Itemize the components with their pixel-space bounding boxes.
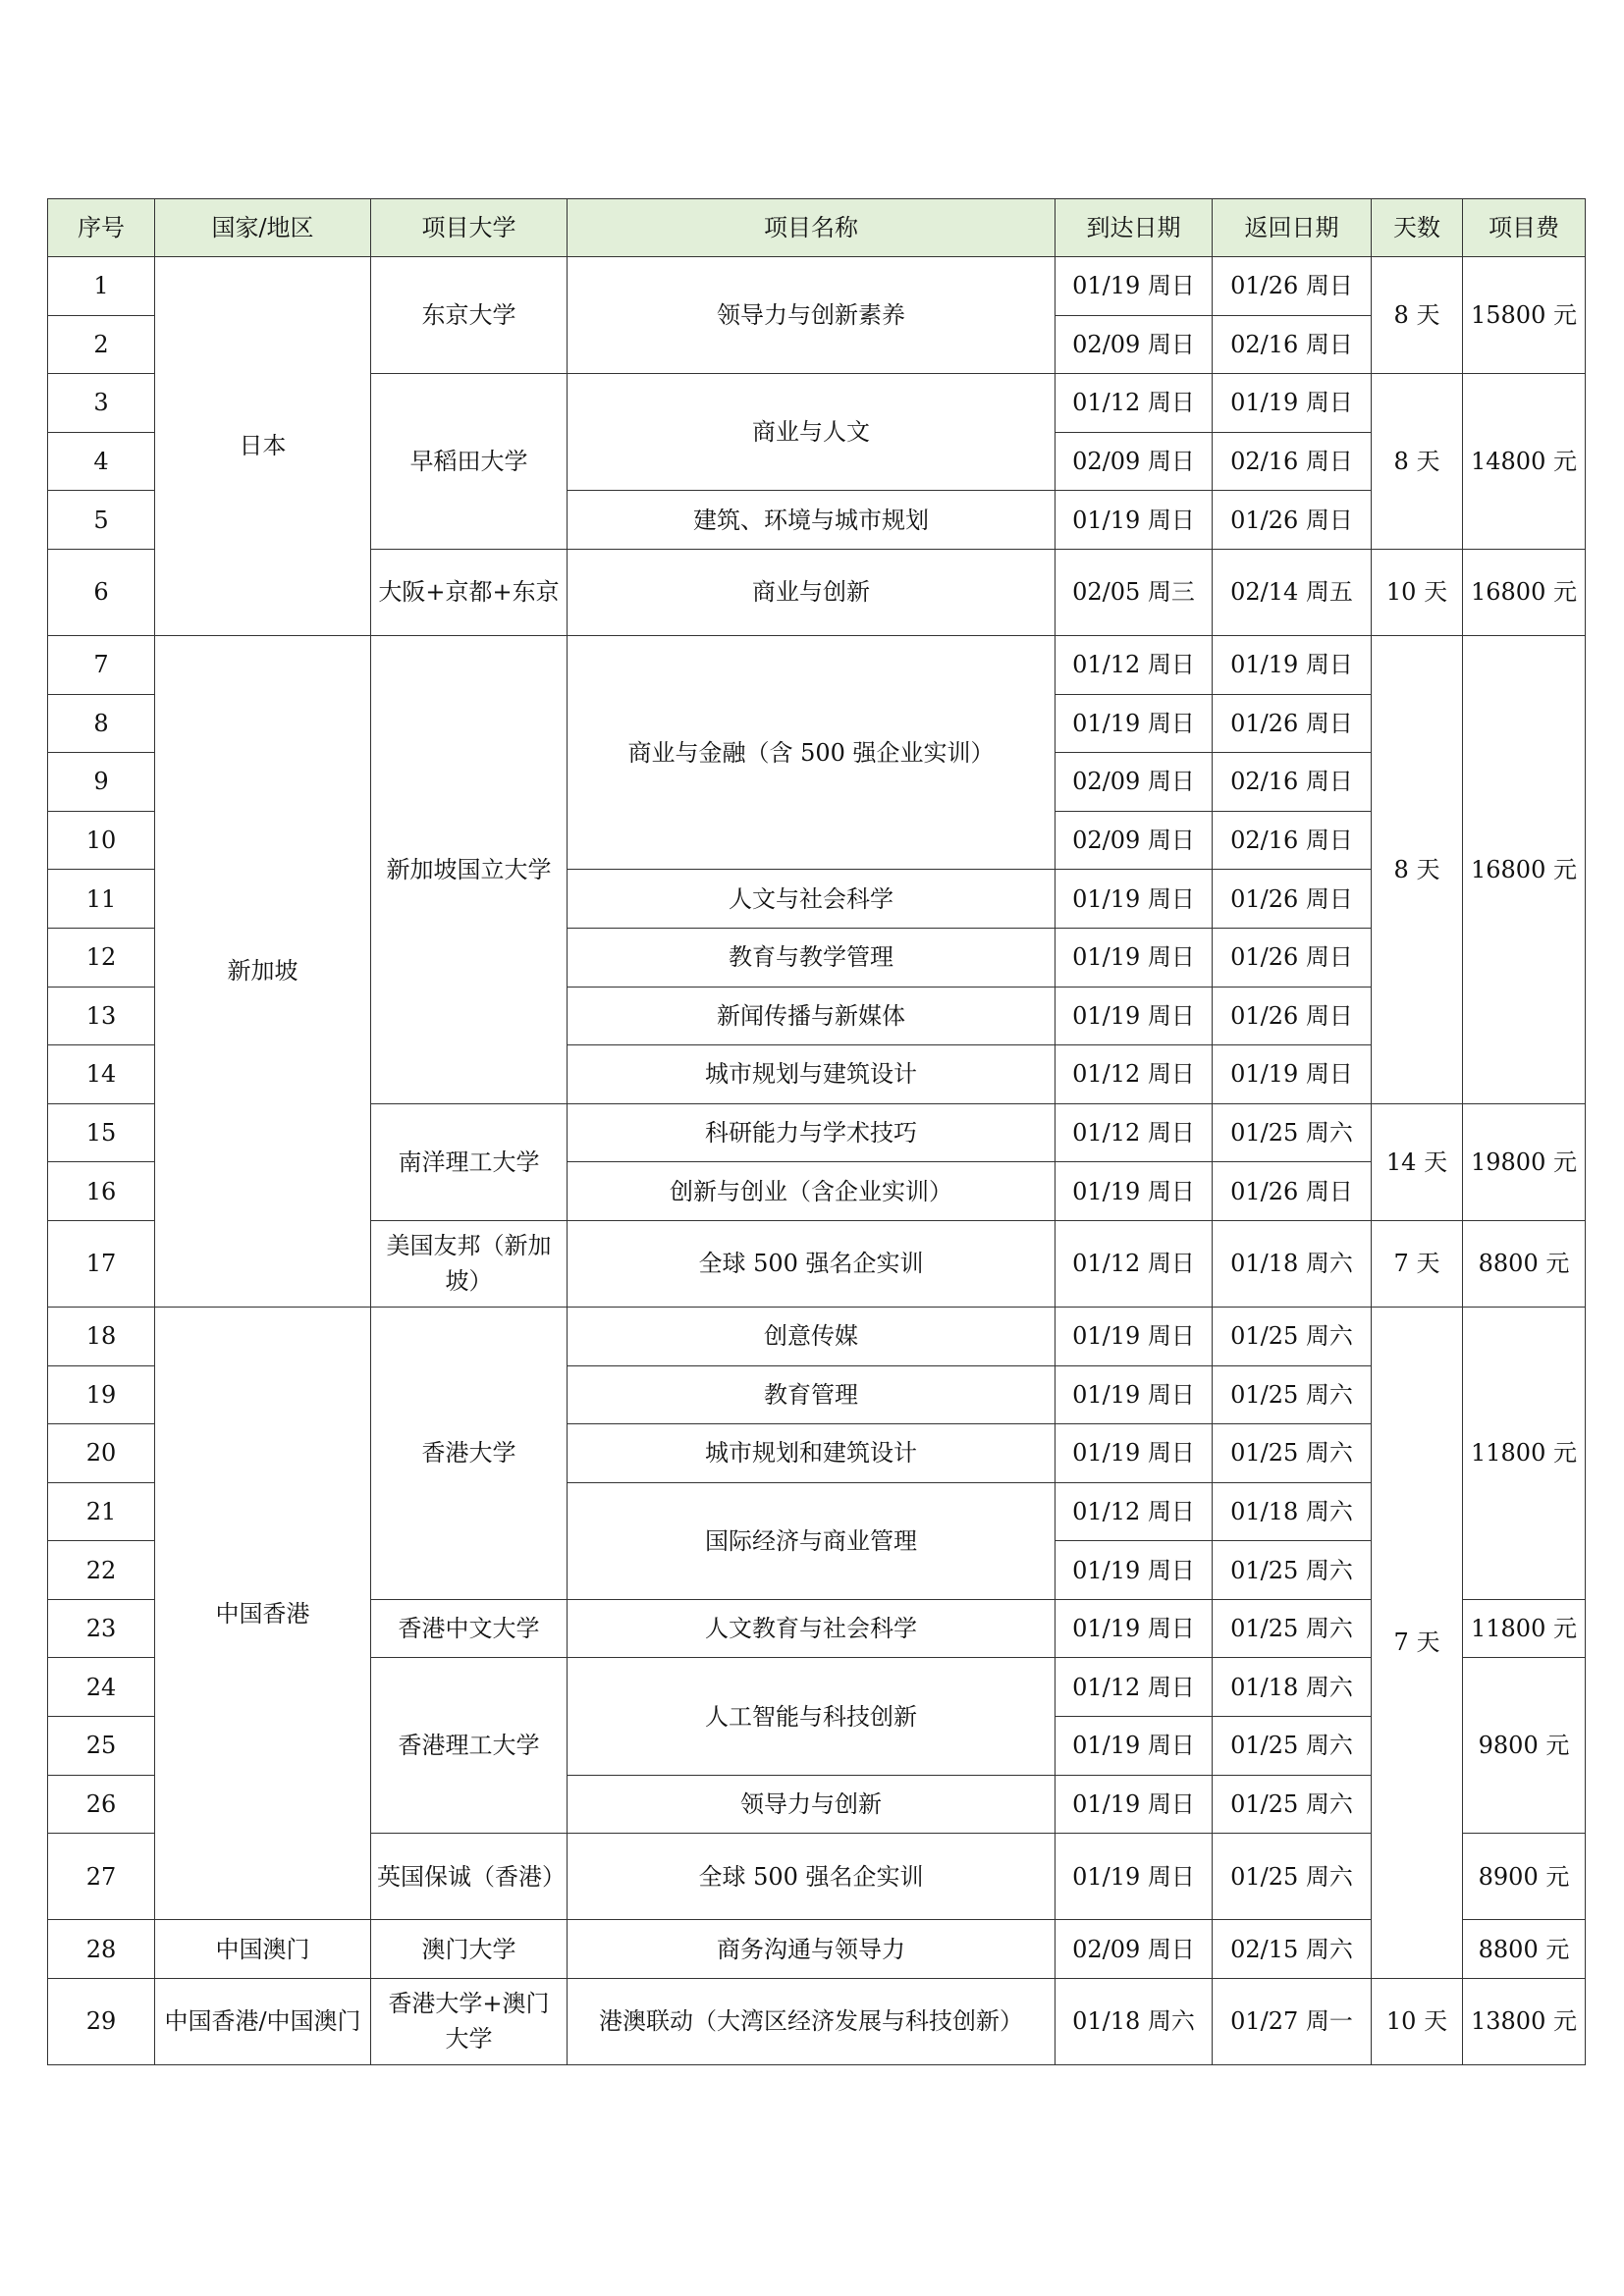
arrive-date: 01/19 周日 [1056, 257, 1213, 316]
return-date: 02/15 周六 [1213, 1920, 1372, 1979]
arrive-date: 01/19 周日 [1056, 870, 1213, 929]
row-number: 29 [48, 1978, 155, 2064]
row-number: 13 [48, 987, 155, 1045]
row-number: 14 [48, 1045, 155, 1104]
row-number: 7 [48, 635, 155, 694]
university-cell: 早稻田大学 [371, 374, 568, 550]
region-cell: 日本 [155, 257, 371, 636]
program-cell: 教育管理 [568, 1365, 1056, 1424]
program-cell: 城市规划与建筑设计 [568, 1045, 1056, 1104]
row-number: 18 [48, 1307, 155, 1365]
row-number: 17 [48, 1220, 155, 1307]
row-number: 4 [48, 432, 155, 491]
return-date: 01/25 周六 [1213, 1424, 1372, 1483]
return-date: 01/25 周六 [1213, 1775, 1372, 1834]
university-cell: 澳门大学 [371, 1920, 568, 1979]
row-number: 26 [48, 1775, 155, 1834]
header-cell: 国家/地区 [155, 199, 371, 257]
header-cell: 返回日期 [1213, 199, 1372, 257]
program-cell: 全球 500 强名企实训 [568, 1220, 1056, 1307]
fee-cell: 15800 元 [1463, 257, 1586, 374]
days-cell: 7 天 [1372, 1307, 1463, 1978]
header-cell: 项目费 [1463, 199, 1586, 257]
program-cell: 领导力与创新 [568, 1775, 1056, 1834]
arrive-date: 02/09 周日 [1056, 753, 1213, 812]
table-row [48, 635, 1586, 694]
return-date: 01/25 周六 [1213, 1541, 1372, 1600]
fee-cell: 11800 元 [1463, 1599, 1586, 1658]
days-cell: 14 天 [1372, 1103, 1463, 1220]
return-date: 01/26 周日 [1213, 928, 1372, 987]
header-cell: 序号 [48, 199, 155, 257]
return-date: 01/25 周六 [1213, 1307, 1372, 1365]
header-cell: 项目大学 [371, 199, 568, 257]
fee-cell: 8900 元 [1463, 1834, 1586, 1920]
days-cell: 8 天 [1372, 635, 1463, 1103]
program-table [47, 198, 1586, 2065]
return-date: 01/26 周日 [1213, 987, 1372, 1045]
arrive-date: 01/19 周日 [1056, 1834, 1213, 1920]
days-cell: 10 天 [1372, 1978, 1463, 2064]
arrive-date: 01/19 周日 [1056, 1775, 1213, 1834]
program-cell: 港澳联动（大湾区经济发展与科技创新） [568, 1978, 1056, 2064]
university-cell: 大阪+京都+东京 [371, 549, 568, 635]
row-number: 15 [48, 1103, 155, 1162]
days-cell: 8 天 [1372, 257, 1463, 374]
arrive-date: 01/19 周日 [1056, 1599, 1213, 1658]
region-cell: 中国澳门 [155, 1920, 371, 1979]
row-number: 3 [48, 374, 155, 433]
row-number: 9 [48, 753, 155, 812]
return-date: 02/16 周日 [1213, 753, 1372, 812]
row-number: 16 [48, 1162, 155, 1221]
arrive-date: 01/19 周日 [1056, 1424, 1213, 1483]
arrive-date: 01/19 周日 [1056, 694, 1213, 753]
row-number: 6 [48, 549, 155, 635]
arrive-date: 02/05 周三 [1056, 549, 1213, 635]
return-date: 01/25 周六 [1213, 1365, 1372, 1424]
university-cell: 英国保诚（香港） [371, 1834, 568, 1920]
program-cell: 商业与人文 [568, 374, 1056, 491]
return-date: 01/26 周日 [1213, 870, 1372, 929]
return-date: 01/18 周六 [1213, 1482, 1372, 1541]
return-date: 01/26 周日 [1213, 257, 1372, 316]
row-number: 12 [48, 928, 155, 987]
arrive-date: 01/19 周日 [1056, 491, 1213, 550]
return-date: 01/26 周日 [1213, 491, 1372, 550]
return-date: 02/16 周日 [1213, 811, 1372, 870]
arrive-date: 01/19 周日 [1056, 1365, 1213, 1424]
fee-cell: 16800 元 [1463, 635, 1586, 1103]
return-date: 01/27 周一 [1213, 1978, 1372, 2064]
arrive-date: 01/12 周日 [1056, 1482, 1213, 1541]
return-date: 01/25 周六 [1213, 1834, 1372, 1920]
return-date: 01/19 周日 [1213, 1045, 1372, 1104]
fee-cell: 14800 元 [1463, 374, 1586, 550]
row-number: 1 [48, 257, 155, 316]
program-cell: 人工智能与科技创新 [568, 1658, 1056, 1775]
table-row [48, 1978, 1586, 2064]
header-cell: 到达日期 [1056, 199, 1213, 257]
row-number: 25 [48, 1717, 155, 1776]
days-cell: 10 天 [1372, 549, 1463, 635]
arrive-date: 01/19 周日 [1056, 1162, 1213, 1221]
arrive-date: 02/09 周日 [1056, 1920, 1213, 1979]
university-cell: 新加坡国立大学 [371, 635, 568, 1103]
return-date: 02/14 周五 [1213, 549, 1372, 635]
arrive-date: 01/12 周日 [1056, 1220, 1213, 1307]
arrive-date: 01/12 周日 [1056, 1045, 1213, 1104]
return-date: 01/18 周六 [1213, 1658, 1372, 1717]
return-date: 01/18 周六 [1213, 1220, 1372, 1307]
return-date: 01/25 周六 [1213, 1599, 1372, 1658]
arrive-date: 02/09 周日 [1056, 432, 1213, 491]
program-cell: 建筑、环境与城市规划 [568, 491, 1056, 550]
program-cell: 教育与教学管理 [568, 928, 1056, 987]
program-cell: 人文教育与社会科学 [568, 1599, 1056, 1658]
row-number: 10 [48, 811, 155, 870]
program-cell: 全球 500 强名企实训 [568, 1834, 1056, 1920]
fee-cell: 13800 元 [1463, 1978, 1586, 2064]
program-cell: 人文与社会科学 [568, 870, 1056, 929]
arrive-date: 01/19 周日 [1056, 928, 1213, 987]
program-cell: 城市规划和建筑设计 [568, 1424, 1056, 1483]
row-number: 2 [48, 315, 155, 374]
fee-cell: 16800 元 [1463, 549, 1586, 635]
program-cell: 国际经济与商业管理 [568, 1482, 1056, 1599]
program-schedule-document [47, 198, 1585, 2065]
university-cell: 香港中文大学 [371, 1599, 568, 1658]
university-cell: 美国友邦（新加坡） [371, 1220, 568, 1307]
arrive-date: 01/12 周日 [1056, 374, 1213, 433]
row-number: 11 [48, 870, 155, 929]
program-cell: 商务沟通与领导力 [568, 1920, 1056, 1979]
table-row [48, 1307, 1586, 1365]
return-date: 02/16 周日 [1213, 315, 1372, 374]
row-number: 28 [48, 1920, 155, 1979]
university-cell: 香港大学 [371, 1307, 568, 1599]
days-cell: 7 天 [1372, 1220, 1463, 1307]
university-cell: 香港理工大学 [371, 1658, 568, 1834]
fee-cell: 19800 元 [1463, 1103, 1586, 1220]
table-row [48, 1920, 1586, 1979]
row-number: 5 [48, 491, 155, 550]
row-number: 8 [48, 694, 155, 753]
university-cell: 南洋理工大学 [371, 1103, 568, 1220]
header-cell: 项目名称 [568, 199, 1056, 257]
return-date: 02/16 周日 [1213, 432, 1372, 491]
return-date: 01/25 周六 [1213, 1103, 1372, 1162]
arrive-date: 01/19 周日 [1056, 987, 1213, 1045]
row-number: 19 [48, 1365, 155, 1424]
arrive-date: 01/19 周日 [1056, 1307, 1213, 1365]
program-cell: 创意传媒 [568, 1307, 1056, 1365]
region-cell: 新加坡 [155, 635, 371, 1307]
arrive-date: 01/19 周日 [1056, 1541, 1213, 1600]
row-number: 22 [48, 1541, 155, 1600]
arrive-date: 01/19 周日 [1056, 1717, 1213, 1776]
program-cell: 创新与创业（含企业实训） [568, 1162, 1056, 1221]
return-date: 01/26 周日 [1213, 694, 1372, 753]
table-header-row [48, 199, 1586, 257]
row-number: 20 [48, 1424, 155, 1483]
program-cell: 科研能力与学术技巧 [568, 1103, 1056, 1162]
program-cell: 新闻传播与新媒体 [568, 987, 1056, 1045]
region-cell: 中国香港 [155, 1307, 371, 1919]
arrive-date: 01/12 周日 [1056, 1658, 1213, 1717]
return-date: 01/19 周日 [1213, 374, 1372, 433]
region-cell: 中国香港/中国澳门 [155, 1978, 371, 2064]
return-date: 01/19 周日 [1213, 635, 1372, 694]
university-cell: 香港大学+澳门大学 [371, 1978, 568, 2064]
header-cell: 天数 [1372, 199, 1463, 257]
return-date: 01/25 周六 [1213, 1717, 1372, 1776]
program-cell: 商业与金融（含 500 强企业实训） [568, 635, 1056, 869]
row-number: 21 [48, 1482, 155, 1541]
fee-cell: 9800 元 [1463, 1658, 1586, 1834]
university-cell: 东京大学 [371, 257, 568, 374]
row-number: 24 [48, 1658, 155, 1717]
row-number: 23 [48, 1599, 155, 1658]
arrive-date: 01/12 周日 [1056, 1103, 1213, 1162]
fee-cell: 11800 元 [1463, 1307, 1586, 1599]
arrive-date: 01/18 周六 [1056, 1978, 1213, 2064]
days-cell: 8 天 [1372, 374, 1463, 550]
table-row [48, 257, 1586, 316]
arrive-date: 02/09 周日 [1056, 315, 1213, 374]
arrive-date: 02/09 周日 [1056, 811, 1213, 870]
fee-cell: 8800 元 [1463, 1920, 1586, 1979]
fee-cell: 8800 元 [1463, 1220, 1586, 1307]
program-cell: 商业与创新 [568, 549, 1056, 635]
arrive-date: 01/12 周日 [1056, 635, 1213, 694]
row-number: 27 [48, 1834, 155, 1920]
program-cell: 领导力与创新素养 [568, 257, 1056, 374]
return-date: 01/26 周日 [1213, 1162, 1372, 1221]
